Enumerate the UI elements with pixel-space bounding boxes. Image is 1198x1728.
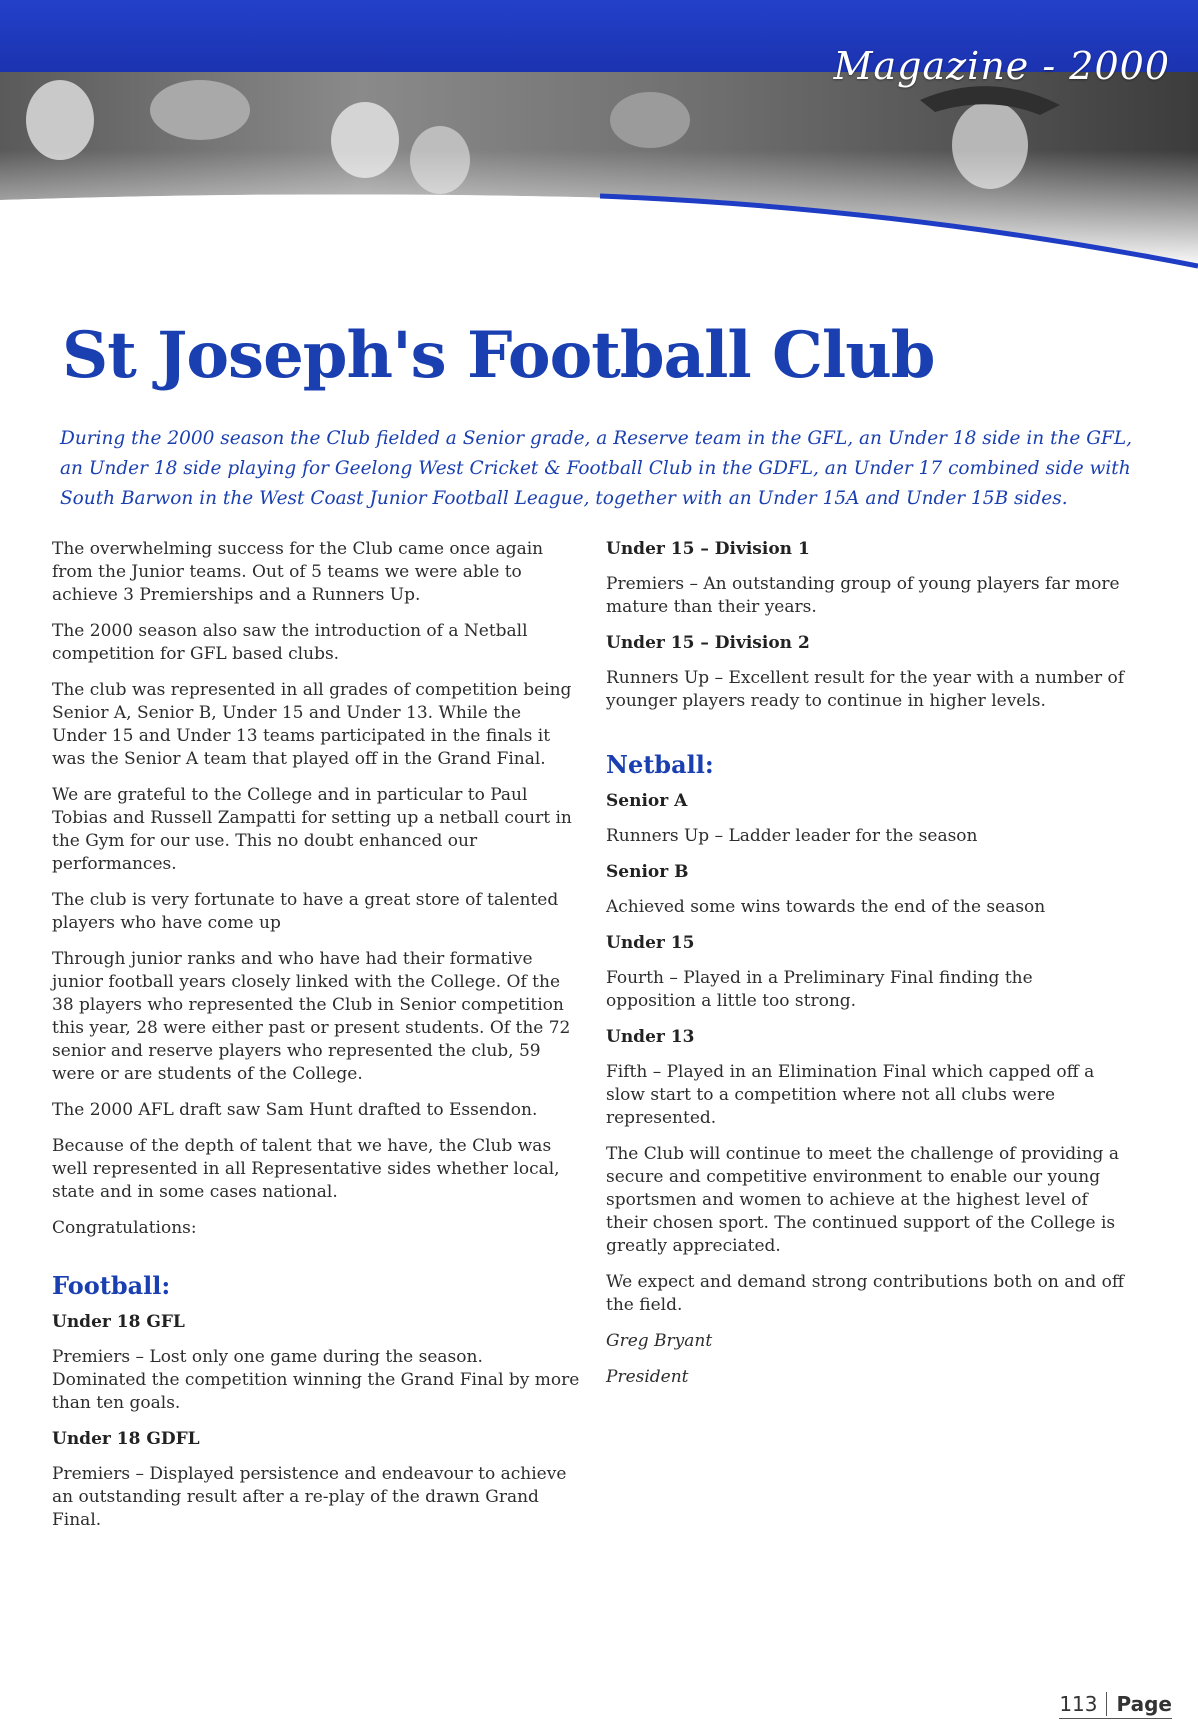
team-result: Runners Up – Ladder leader for the season — [606, 826, 978, 846]
team-result: Achieved some wins towards the end of the season — [606, 897, 1046, 917]
team-heading: Under 13 — [606, 1027, 695, 1047]
page-title: St Joseph's Football Club — [62, 318, 935, 393]
team-heading: Under 18 GFL — [52, 1312, 185, 1332]
body-paragraph: The club was represented in all grades of competition being Senior A, Senior B, Under 15 and Under 13. While the Under 15 and Under 13 teams participated in the finals it was the Senior A team that played off in the Grand Final. — [52, 680, 572, 769]
team-heading: Under 15 – Division 2 — [606, 633, 810, 653]
team-result: Premiers – An outstanding group of young players far more mature than their years. — [606, 574, 1120, 617]
signature-name: Greg Bryant — [606, 1331, 713, 1351]
body-paragraph: The 2000 season also saw the introduction of a Netball competition for GFL based clubs. — [52, 621, 528, 664]
team-heading: Under 15 — [606, 933, 695, 953]
team-result: Premiers – Displayed persistence and endeavour to achieve an outstanding result after a re-play of the drawn Grand Final. — [52, 1464, 567, 1530]
right-column — [606, 538, 1126, 1402]
body-paragraph: The overwhelming success for the Club came once again from the Junior teams. Out of 5 teams we were able to achieve 3 Premierships and a Runners Up. — [52, 539, 544, 605]
body-paragraph: We are grateful to the College and in particular to Paul Tobias and Russell Zampatti for setting up a netball court in the Gym for our use. This no doubt enhanced our performances. — [52, 785, 572, 874]
team-heading: Senior A — [606, 791, 688, 811]
body-paragraph: The 2000 AFL draft saw Sam Hunt drafted to Essendon. — [52, 1100, 538, 1120]
closing-paragraph: We expect and demand strong contributions both on and off the field. — [606, 1272, 1124, 1315]
team-heading: Under 15 – Division 1 — [606, 539, 810, 559]
team-heading: Senior B — [606, 862, 689, 882]
team-result: Fifth – Played in an Elimination Final which capped off a slow start to a competition where not all clubs were represented. — [606, 1062, 1095, 1128]
page-footer — [1059, 1692, 1172, 1719]
body-paragraph: Because of the depth of talent that we have, the Club was well represented in all Representative sides whether local, state and in some cases national. — [52, 1136, 560, 1202]
team-result: Fourth – Played in a Preliminary Final finding the opposition a little too strong. — [606, 968, 1033, 1011]
intro-paragraph: During the 2000 season the Club fielded a Senior grade, a Reserve team in the GFL, an Under 18 side in the GFL, an Under 18 side playing for Geelong West Cricket & Football Club in the GDFL, an Under 17 combined side with South Barwon in the West Coast Junior Football League, together with an Under 15A and Under 15B sides. — [60, 428, 1133, 509]
page-number: 113 — [1059, 1692, 1106, 1716]
magazine-title: Magazine - 2000 — [833, 44, 1170, 88]
body-paragraph: Congratulations: — [52, 1218, 197, 1238]
team-result: Premiers – Lost only one game during the season. Dominated the competition winning the Grand Final by more than ten goals. — [52, 1347, 580, 1413]
left-column — [52, 538, 580, 1545]
body-paragraph: The club is very fortunate to have a great store of talented players who have come up — [52, 890, 559, 933]
netball-heading: Netball: — [606, 750, 714, 779]
page-label: Page — [1116, 1692, 1172, 1716]
team-result: Runners Up – Excellent result for the year with a number of younger players ready to continue in higher levels. — [606, 668, 1125, 711]
closing-paragraph: The Club will continue to meet the challenge of providing a secure and competitive environment to enable our young sportsmen and women to achieve at the highest level of their chosen sport. The continued support of the College is greatly appreciated. — [606, 1144, 1119, 1256]
football-heading: Football: — [52, 1271, 171, 1300]
team-heading: Under 18 GDFL — [52, 1429, 200, 1449]
header-banner — [0, 0, 1198, 280]
signature-title: President — [606, 1367, 689, 1387]
body-paragraph: Through junior ranks and who have had their formative junior football years closely linked with the College. Of the 38 players who represented the Club in Senior competition this year, 28 were either past or present students. Of the 72 senior and reserve players who represented the club, 59 were or are students of the College. — [52, 949, 571, 1084]
